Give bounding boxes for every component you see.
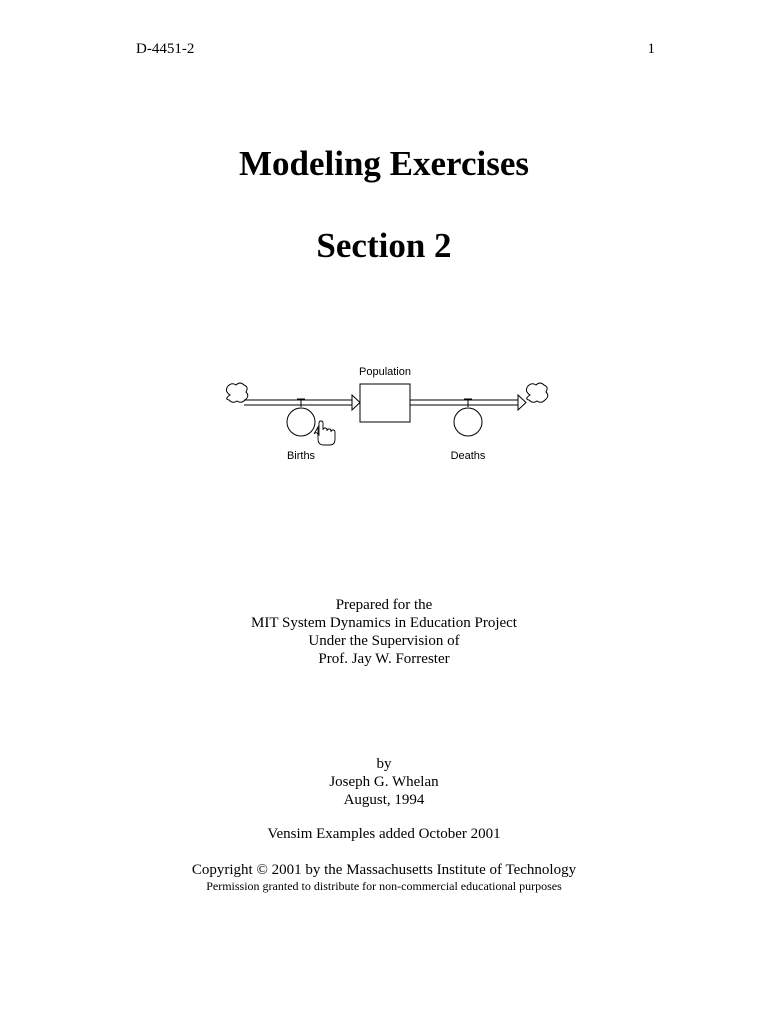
prepared-for-block (0, 596, 768, 668)
prepared-line-3: Under the Supervision of (308, 633, 460, 649)
prepared-line-1: Prepared for the (335, 597, 433, 613)
doc-id: D-4451-2 (136, 41, 195, 57)
stock-flow-diagram (0, 355, 768, 475)
author-name: Joseph G. Whelan (329, 774, 439, 790)
byline-block (0, 755, 768, 809)
population-stock-box (360, 384, 410, 422)
inflow-arrowhead (352, 395, 360, 410)
copyright-text: Copyright © 2001 by the Massachusetts Institute of Technology (191, 862, 577, 878)
by-text: by (376, 756, 392, 772)
prepared-line-2: MIT System Dynamics in Education Project (251, 615, 517, 631)
births-label: Births (286, 450, 316, 462)
deaths-rate-circle (454, 408, 482, 436)
section-title: Section 2 (316, 226, 452, 265)
copyright-block (0, 861, 768, 893)
sink-cloud-icon (526, 383, 547, 402)
hand-cursor-icon (314, 421, 335, 445)
population-label: Population (359, 366, 411, 378)
deaths-label: Deaths (450, 450, 486, 462)
permission-text: Permission granted to distribute for non-commercial educational purposes (206, 879, 562, 893)
prepared-line-4: Prof. Jay W. Forrester (318, 651, 450, 667)
page-number: 1 (647, 41, 655, 57)
births-rate-circle (287, 408, 315, 436)
page-title: Modeling Exercises (238, 144, 529, 183)
source-cloud-icon (226, 383, 247, 402)
author-date: August, 1994 (343, 792, 425, 808)
vensim-note: Vensim Examples added October 2001 (267, 826, 501, 842)
outflow-arrowhead (518, 395, 526, 410)
